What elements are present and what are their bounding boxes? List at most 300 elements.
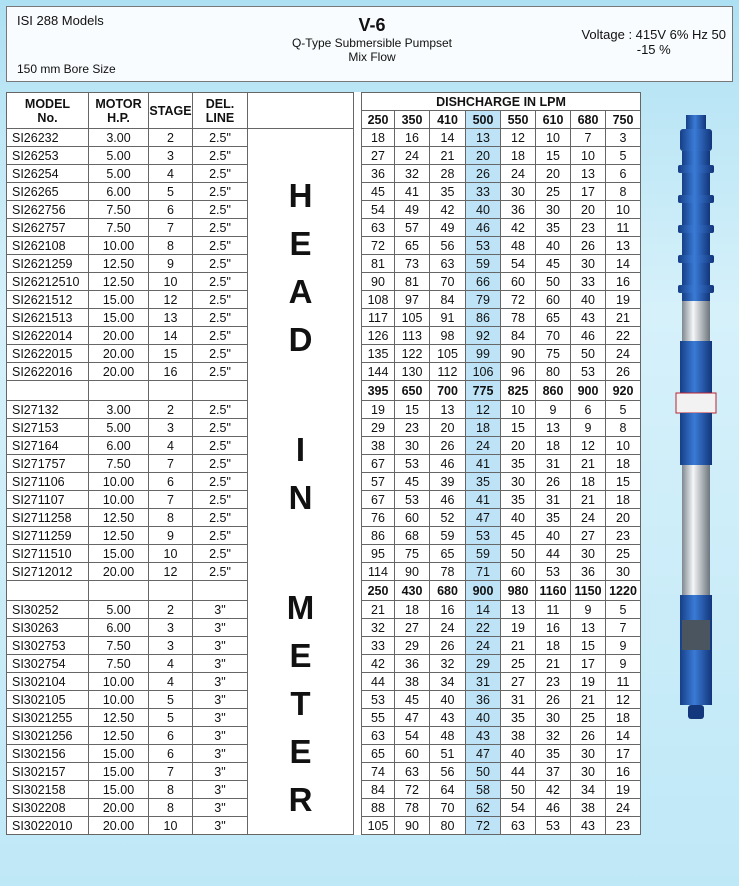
table-cell: 12 (149, 563, 193, 581)
table-cell: 33 (466, 183, 501, 201)
table-cell: 64 (430, 781, 466, 799)
table-cell: SI302105 (7, 691, 89, 709)
table-cell: SI26254 (7, 165, 89, 183)
table-cell: 26 (571, 237, 606, 255)
table-cell: 54 (395, 727, 430, 745)
table-cell: 31 (501, 691, 536, 709)
table-cell: 53 (395, 455, 430, 473)
table-cell: 23 (536, 673, 571, 691)
table-cell: SI2621259 (7, 255, 89, 273)
table-cell: 49 (395, 201, 430, 219)
table-cell: 24 (430, 619, 466, 637)
table-cell: 8 (606, 183, 641, 201)
table-cell: 30 (536, 201, 571, 219)
table-cell: 40 (501, 745, 536, 763)
table-cell: 63 (362, 727, 395, 745)
table-cell: 41 (395, 183, 430, 201)
title-block (237, 15, 507, 64)
table-cell: 38 (501, 727, 536, 745)
table-cell: 70 (430, 273, 466, 291)
table-cell: 65 (395, 237, 430, 255)
table-cell: 2.5" (193, 563, 248, 581)
discharge-value: 1150 (571, 581, 606, 601)
table-cell: SI302156 (7, 745, 89, 763)
table-cell: 68 (395, 527, 430, 545)
table-cell: 15.00 (89, 781, 149, 799)
table-cell: 10 (536, 129, 571, 147)
discharge-value: 680 (571, 111, 606, 129)
table-cell: 36 (395, 655, 430, 673)
table-cell: 106 (466, 363, 501, 381)
table-cell: SI2711258 (7, 509, 89, 527)
line-header-line1: DEL. (205, 96, 235, 111)
table-cell: 8 (149, 781, 193, 799)
table-cell: 15.00 (89, 291, 149, 309)
table-cell: 98 (430, 327, 466, 345)
line-header-line2: LINE (205, 110, 235, 125)
head-in-meter-letter: I (295, 431, 306, 468)
table-cell: 59 (466, 545, 501, 563)
table-cell: 50 (571, 345, 606, 363)
table-cell: 27 (395, 619, 430, 637)
table-cell: 54 (501, 255, 536, 273)
table-cell: SI302754 (7, 655, 89, 673)
head-in-meter-letter: M (286, 589, 315, 626)
table-cell: 18 (606, 709, 641, 727)
table-cell: 30 (606, 563, 641, 581)
table-cell: 29 (395, 637, 430, 655)
table-cell: SI3021255 (7, 709, 89, 727)
table-cell: 7 (571, 129, 606, 147)
table-cell: 10.00 (89, 473, 149, 491)
table-cell: 3" (193, 709, 248, 727)
table-cell: 31 (536, 455, 571, 473)
table-cell: SI302158 (7, 781, 89, 799)
table-cell: 19 (362, 401, 395, 419)
table-cell: 22 (466, 619, 501, 637)
table-cell: 16 (536, 619, 571, 637)
table-cell: 7 (606, 619, 641, 637)
table-cell: 4 (149, 655, 193, 673)
table-cell: 20.00 (89, 327, 149, 345)
table-cell: 7.50 (89, 201, 149, 219)
head-in-meter-letter: E (289, 637, 312, 674)
models-label: ISI 288 Models (17, 13, 104, 28)
table-cell: 20 (571, 201, 606, 219)
table-cell: 3.00 (89, 129, 149, 147)
table-cell: 26 (571, 727, 606, 745)
table-cell: 62 (466, 799, 501, 817)
table-cell: 3" (193, 601, 248, 619)
table-cell: 91 (430, 309, 466, 327)
table-cell: 18 (501, 147, 536, 165)
table-cell: 23 (606, 527, 641, 545)
table-cell: 2.5" (193, 273, 248, 291)
table-cell: SI271107 (7, 491, 89, 509)
table-cell: 26 (466, 165, 501, 183)
table-cell: 35 (536, 509, 571, 527)
table-cell: 75 (536, 345, 571, 363)
col-model-header (7, 93, 89, 129)
table-cell: 3 (149, 147, 193, 165)
table-cell: 35 (536, 745, 571, 763)
table-cell: 10 (501, 401, 536, 419)
table-cell: 3" (193, 745, 248, 763)
header-blank (248, 93, 354, 129)
table-cell: 3" (193, 781, 248, 799)
table-cell: 26 (606, 363, 641, 381)
table-cell: 53 (536, 817, 571, 835)
discharge-value: 680 (430, 581, 466, 601)
table-cell: 60 (501, 273, 536, 291)
table-cell: 9 (149, 255, 193, 273)
table-cell: SI2622015 (7, 345, 89, 363)
table-cell: 38 (395, 673, 430, 691)
table-cell: 10.00 (89, 491, 149, 509)
table-cell: 105 (362, 817, 395, 835)
discharge-value: 775 (466, 381, 501, 401)
table-cell: 2.5" (193, 165, 248, 183)
table-cell: 2.5" (193, 473, 248, 491)
table-cell: 20 (466, 147, 501, 165)
table-cell: 35 (466, 473, 501, 491)
voltage-line-1: Voltage : 415V 6% Hz 50 (581, 27, 726, 42)
blank-cell (193, 581, 248, 601)
table-cell: 24 (466, 437, 501, 455)
table-cell: 15.00 (89, 745, 149, 763)
table-cell: 95 (362, 545, 395, 563)
table-cell: 2 (149, 129, 193, 147)
table-cell: 60 (395, 509, 430, 527)
table-cell: 2 (149, 401, 193, 419)
table-cell: SI2622014 (7, 327, 89, 345)
blank-cell (149, 581, 193, 601)
table-cell: 56 (430, 237, 466, 255)
head-in-meter-letter: E (289, 733, 312, 770)
table-cell: 2.5" (193, 437, 248, 455)
table-cell: 10 (606, 201, 641, 219)
table-cell: 5.00 (89, 147, 149, 165)
table-cell: 19 (606, 781, 641, 799)
table-cell: 36 (362, 165, 395, 183)
table-cell: 42 (362, 655, 395, 673)
table-cell: 56 (430, 763, 466, 781)
table-cell: 33 (571, 273, 606, 291)
table-cell: 18 (395, 601, 430, 619)
table-cell: 72 (501, 291, 536, 309)
table-cell: 3 (149, 419, 193, 437)
table-cell: 22 (606, 327, 641, 345)
table-cell: 25 (501, 655, 536, 673)
blank-cell (7, 381, 89, 401)
table-cell: 78 (501, 309, 536, 327)
table-cell: 13 (430, 401, 466, 419)
table-cell: 30 (536, 709, 571, 727)
table-cell: 19 (571, 673, 606, 691)
table-cell: 4 (149, 165, 193, 183)
table-cell: SI2622016 (7, 363, 89, 381)
table-cell: 45 (395, 473, 430, 491)
table-cell: 15 (571, 637, 606, 655)
table-cell: 13 (571, 619, 606, 637)
table-cell: 35 (536, 219, 571, 237)
table-cell: 44 (362, 673, 395, 691)
table-cell: 63 (395, 763, 430, 781)
table-cell: 46 (536, 799, 571, 817)
table-cell: 112 (430, 363, 466, 381)
table-cell: SI26265 (7, 183, 89, 201)
table-cell: 11 (606, 673, 641, 691)
table-cell: 27 (501, 673, 536, 691)
table-cell: 90 (362, 273, 395, 291)
table-cell: 46 (466, 219, 501, 237)
table-cell: 53 (466, 237, 501, 255)
discharge-value: 250 (362, 111, 395, 129)
table-cell: 108 (362, 291, 395, 309)
table-cell: 72 (395, 781, 430, 799)
table-cell: 45 (362, 183, 395, 201)
table-cell: 57 (362, 473, 395, 491)
table-cell: 40 (466, 709, 501, 727)
table-cell: 14 (606, 727, 641, 745)
table-cell: 65 (430, 545, 466, 563)
table-cell: SI271757 (7, 455, 89, 473)
table-cell: 23 (395, 419, 430, 437)
table-cell: 13 (606, 237, 641, 255)
voltage-block (581, 27, 726, 57)
table-cell: SI2712012 (7, 563, 89, 581)
table-row (7, 129, 641, 147)
table-cell: 4 (149, 673, 193, 691)
table-cell: 30 (501, 473, 536, 491)
table-cell: 4 (149, 437, 193, 455)
table-cell: 13 (501, 601, 536, 619)
table-cell: 38 (571, 799, 606, 817)
discharge-value: 410 (430, 111, 466, 129)
table-cell: 48 (430, 727, 466, 745)
subtitle-type: Q-Type Submersible Pumpset (291, 36, 453, 50)
table-cell: 53 (395, 491, 430, 509)
table-cell: 60 (536, 291, 571, 309)
table-cell: 36 (571, 563, 606, 581)
table-cell: 12.50 (89, 255, 149, 273)
motor-header-line2: H.P. (107, 110, 130, 125)
table-cell: 8 (149, 509, 193, 527)
table-cell: 12.50 (89, 727, 149, 745)
table-cell: 28 (430, 165, 466, 183)
table-cell: 13 (536, 419, 571, 437)
table-cell: 5 (606, 147, 641, 165)
table-cell: 26 (430, 437, 466, 455)
table-cell: 3" (193, 799, 248, 817)
table-cell: 29 (362, 419, 395, 437)
table-cell: 130 (395, 363, 430, 381)
discharge-value: 700 (430, 381, 466, 401)
table-cell: 113 (395, 327, 430, 345)
table-cell: 6 (606, 165, 641, 183)
table-cell: 10.00 (89, 237, 149, 255)
table-cell: 7.50 (89, 219, 149, 237)
table-cell: 15.00 (89, 309, 149, 327)
table-cell: 50 (536, 273, 571, 291)
table-cell: 38 (362, 437, 395, 455)
table-cell: 6.00 (89, 183, 149, 201)
table-cell: 35 (501, 491, 536, 509)
table-cell: 90 (395, 817, 430, 835)
table-cell: 81 (362, 255, 395, 273)
table-cell: 10 (149, 545, 193, 563)
table-cell: 3" (193, 763, 248, 781)
table-cell: 122 (395, 345, 430, 363)
discharge-value: 500 (466, 111, 501, 129)
table-cell: 73 (395, 255, 430, 273)
table-cell: 17 (571, 655, 606, 673)
table-cell: 14 (466, 601, 501, 619)
table-cell: 40 (571, 291, 606, 309)
table-cell: 66 (466, 273, 501, 291)
table-cell: 86 (362, 527, 395, 545)
table-cell: 6 (149, 745, 193, 763)
table-cell: 20.00 (89, 363, 149, 381)
table-cell: 36 (501, 201, 536, 219)
discharge-value: 860 (536, 381, 571, 401)
table-cell: SI302157 (7, 763, 89, 781)
table-cell: 12.50 (89, 709, 149, 727)
table-cell: 80 (536, 363, 571, 381)
table-cell: 70 (536, 327, 571, 345)
table-cell: 7.50 (89, 637, 149, 655)
table-cell: 47 (466, 509, 501, 527)
table-cell: 12 (501, 129, 536, 147)
table-cell: 105 (395, 309, 430, 327)
table-cell: 51 (430, 745, 466, 763)
table-cell: SI302753 (7, 637, 89, 655)
table-cell: 63 (362, 219, 395, 237)
table-cell: 32 (536, 727, 571, 745)
table-cell: 21 (571, 455, 606, 473)
table-cell: 3" (193, 691, 248, 709)
table-cell: 2.5" (193, 219, 248, 237)
table-cell: 84 (362, 781, 395, 799)
column-gap (354, 401, 362, 581)
table-cell: 30 (571, 255, 606, 273)
table-cell: 18 (571, 473, 606, 491)
head-in-meter-letter: A (288, 273, 313, 310)
table-cell: 10 (149, 817, 193, 835)
table-cell: 20.00 (89, 563, 149, 581)
table-cell: 18 (362, 129, 395, 147)
table-cell: 21 (571, 691, 606, 709)
table-cell: 54 (362, 201, 395, 219)
table-cell: 8 (149, 237, 193, 255)
table-cell: 15 (395, 401, 430, 419)
table-cell: 86 (466, 309, 501, 327)
table-cell: 44 (536, 545, 571, 563)
table-cell: 10 (149, 273, 193, 291)
subtitle-flow: Mix Flow (348, 50, 396, 64)
table-cell: 6.00 (89, 437, 149, 455)
table-cell: 15.00 (89, 545, 149, 563)
table-cell: 2.5" (193, 491, 248, 509)
table-cell: 2.5" (193, 545, 248, 563)
table-cell: 3" (193, 673, 248, 691)
table-cell: 24 (501, 165, 536, 183)
table-cell: 60 (395, 745, 430, 763)
head-in-meter-letter: D (288, 321, 313, 358)
table-cell: 65 (536, 309, 571, 327)
table-cell: 6 (149, 727, 193, 745)
table-cell: 24 (466, 637, 501, 655)
table-cell: 12 (149, 291, 193, 309)
table-cell: 20.00 (89, 345, 149, 363)
table-cell: 40 (430, 691, 466, 709)
table-cell: 44 (501, 763, 536, 781)
head-in-meter-letter: T (290, 685, 311, 722)
table-cell: 23 (606, 817, 641, 835)
table-cell: 5.00 (89, 165, 149, 183)
table-cell: 88 (362, 799, 395, 817)
submersible-pump-icon (668, 115, 724, 725)
table-cell: SI2621512 (7, 291, 89, 309)
table-cell: 10 (571, 147, 606, 165)
table-cell: 34 (430, 673, 466, 691)
table-cell: 15.00 (89, 763, 149, 781)
table-cell: 21 (571, 491, 606, 509)
table-cell: 11 (606, 219, 641, 237)
table-cell: 9 (149, 527, 193, 545)
table-cell: 81 (395, 273, 430, 291)
table-cell: 135 (362, 345, 395, 363)
table-cell: SI262108 (7, 237, 89, 255)
table-cell: 2.5" (193, 255, 248, 273)
table-cell: 2.5" (193, 147, 248, 165)
discharge-value: 825 (501, 381, 536, 401)
blank-cell (89, 381, 149, 401)
discharge-value: 250 (362, 581, 395, 601)
table-cell: 25 (606, 545, 641, 563)
table-cell: 63 (501, 817, 536, 835)
table-cell: 49 (430, 219, 466, 237)
table-cell: 2.5" (193, 345, 248, 363)
table-cell: 30 (571, 745, 606, 763)
table-cell: 90 (395, 563, 430, 581)
table-cell: 40 (466, 201, 501, 219)
table-cell: 13 (466, 129, 501, 147)
table-cell: 2.5" (193, 455, 248, 473)
table-cell: 97 (395, 291, 430, 309)
table-cell: 67 (362, 491, 395, 509)
table-cell: 16 (606, 273, 641, 291)
table-cell: 41 (466, 455, 501, 473)
table-cell: 42 (501, 219, 536, 237)
table-cell: 25 (571, 709, 606, 727)
table-cell: SI26232 (7, 129, 89, 147)
table-cell: 7.50 (89, 455, 149, 473)
discharge-value: 395 (362, 381, 395, 401)
table-cell: 16 (430, 601, 466, 619)
table-cell: 55 (362, 709, 395, 727)
table-cell: 27 (362, 147, 395, 165)
table-cell: 53 (466, 527, 501, 545)
table-cell: 43 (571, 817, 606, 835)
table-cell: 71 (466, 563, 501, 581)
table-cell: 19 (501, 619, 536, 637)
col-motor-header (89, 93, 149, 129)
table-cell: 13 (571, 165, 606, 183)
table-cell: 18 (466, 419, 501, 437)
table-cell: 126 (362, 327, 395, 345)
table-cell: 20.00 (89, 799, 149, 817)
